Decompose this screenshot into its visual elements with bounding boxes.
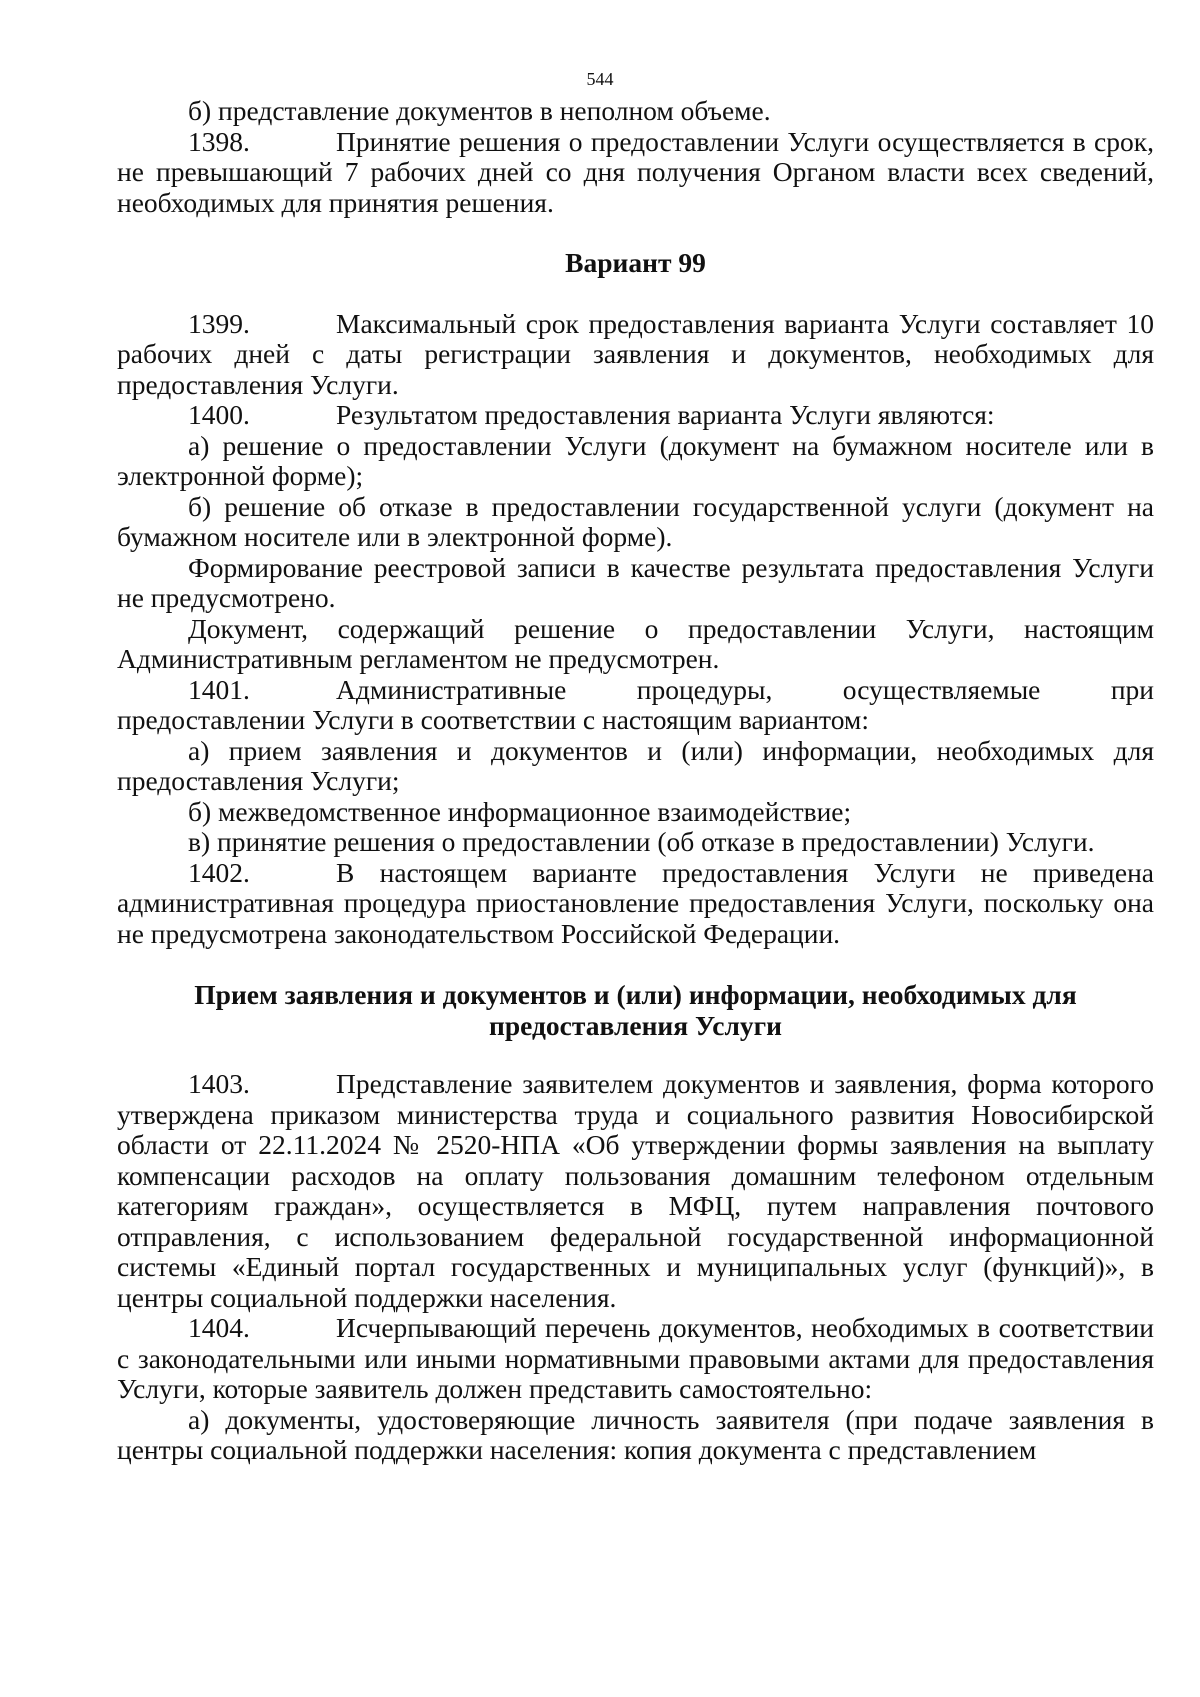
- section-heading: Вариант 99: [565, 247, 706, 278]
- list-item: б) межведомственное информационное взаимодействие;: [188, 795, 852, 827]
- paragraph-text: В настоящем варианте предоставления Услуги не приведена административная процедура приостановление предоставления Услуги, поскольку она не предусмотрена законодательством Российской Федерации.: [117, 856, 1154, 949]
- paragraph: Формирование реестровой записи в качестве результата предоставления Услуги не предусмотрено.: [117, 551, 1154, 613]
- paragraph-number: 1400.: [188, 399, 250, 430]
- paragraph-text: Административные процедуры, осуществляемые при предоставлении Услуги в соответствии с настоящим вариантом:: [117, 673, 1154, 735]
- paragraph-text: б) представление документов в неполном объеме.: [188, 95, 771, 126]
- list-item: а) прием заявления и документов и (или) информации, необходимых для предоставления Услуги;: [117, 734, 1154, 796]
- document-body: [117, 96, 1154, 1466]
- paragraph-text: Представление заявителем документов и заявления, форма которого утверждена приказом министерства труда и социального развития Новосибирской области от 22.11.2024 № 2520-НПА «Об утверждении формы заявления на выплату компенсации расходов на оплату пользования домашним телефоном отдельным категориям граждан», осуществляется в МФЦ, путем направления почтового отправления, с использованием федеральной государственной информационной системы «Единый портал государственных и муниципальных услуг (функций)», в центры социальной поддержки населения.: [117, 1068, 1154, 1313]
- list-item: а) решение о предоставлении Услуги (документ на бумажном носителе или в электронной форме);: [117, 429, 1154, 491]
- numbered-paragraph: [117, 1069, 1154, 1313]
- numbered-paragraph: [117, 1313, 1154, 1405]
- paragraph-text: Принятие решения о предоставлении Услуги осуществляется в срок, не превышающий 7 рабочих дней со дня получения Органом власти всех сведений, необходимых для принятия решения.: [117, 125, 1154, 218]
- section-heading: [117, 980, 1154, 1041]
- paragraph-number: 1398.: [188, 125, 250, 157]
- list-item: в) принятие решения о предоставлении (об отказе в предоставлении) Услуги.: [188, 826, 1095, 857]
- paragraph-text: Максимальный срок предоставления варианта Услуги составляет 10 рабочих дней с даты регистрации заявления и документов, необходимых для предоставления Услуги.: [117, 307, 1154, 400]
- section-heading-line: Прием заявления и документов и (или) информации, необходимых для: [194, 979, 1077, 1010]
- paragraph-number: 1402.: [188, 856, 250, 888]
- numbered-paragraph: [117, 127, 1154, 219]
- paragraph: Документ, содержащий решение о предоставлении Услуги, настоящим Административным регламентом не предусмотрен.: [117, 612, 1154, 674]
- numbered-paragraph: [117, 858, 1154, 950]
- paragraph-number: 1401.: [188, 673, 250, 705]
- paragraph-text: Результатом предоставления варианта Услуги являются:: [336, 399, 995, 430]
- section-heading-line: предоставления Услуги: [489, 1009, 782, 1041]
- numbered-paragraph: [117, 400, 1154, 431]
- page-number: 544: [586, 69, 614, 89]
- list-item: б) решение об отказе в предоставлении государственной услуги (документ на бумажном носителе или в электронной форме).: [117, 490, 1154, 552]
- numbered-paragraph: [117, 309, 1154, 401]
- paragraph-number: 1403.: [188, 1068, 250, 1099]
- paragraph: [117, 96, 1154, 127]
- numbered-paragraph: [117, 675, 1154, 736]
- paragraph-number: 1404.: [188, 1312, 250, 1343]
- paragraph-text: Исчерпывающий перечень документов, необходимых в соответствии с законодательными или иными нормативными правовыми актами для предоставления Услуги, которые заявитель должен представить самостоятельно:: [117, 1312, 1154, 1404]
- list-item: а) документы, удостоверяющие личность заявителя (при подаче заявления в центры социальной поддержки населения: копия документа с представлением: [117, 1403, 1154, 1465]
- paragraph-number: 1399.: [188, 307, 250, 339]
